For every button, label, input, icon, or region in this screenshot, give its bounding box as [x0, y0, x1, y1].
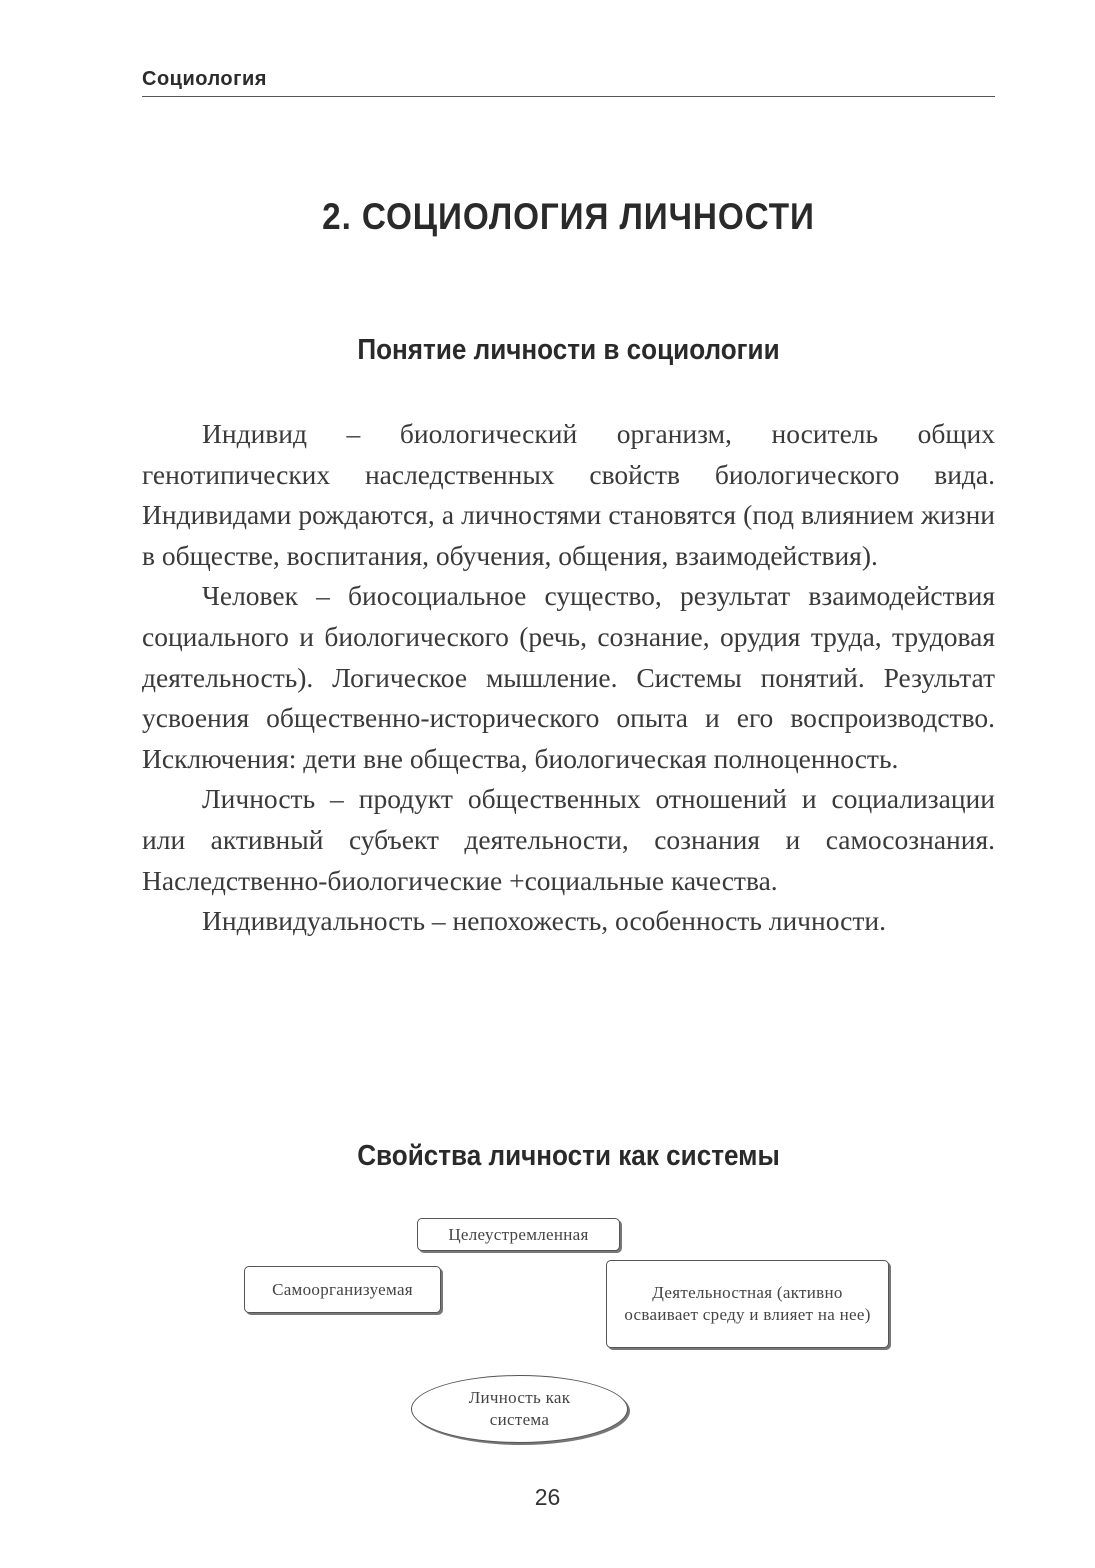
section-title-properties: Свойства личности как системы: [357, 1140, 780, 1172]
diagram-node-center: Личность как система: [411, 1375, 628, 1443]
paragraph-human: Человек – биосоциальное существо, результат взаимодействия социального и биологического (речь, сознание, орудия труда, трудовая деятельность). Логическое мышление. Системы понятий. Результат усвоения общественно-исторического опыта и его воспроизводство. Исключения: дети вне общества, биологическая полноценность.: [142, 580, 995, 774]
diagram-node-active: Деятельностная (активно осваивает среду и влияет на нее): [606, 1260, 889, 1348]
page-number: 26: [534, 1484, 561, 1510]
paragraph-personality: Личность – продукт общественных отношений и социализации или активный субъект деятельности, сознания и самосознания. Наследственно-биологические +социальные качества.: [142, 783, 995, 896]
diagram-node-self-organizing: Самоорганизуемая: [244, 1266, 441, 1313]
paragraph-individuality: Индивидуальность – непохожесть, особенность личности.: [202, 905, 886, 937]
header-rule: [142, 96, 995, 97]
body-text: [142, 414, 995, 942]
section-title-concept: Понятие личности в социологии: [357, 334, 780, 366]
paragraph-individual: Индивид – биологический организм, носитель общих генотипических наследственных свойств биологического вида. Индивидами рождаются, а личностями становятся (под влиянием жизни в обществе, воспитания, обучения, общения, взаимодействия).: [142, 418, 995, 571]
running-header: Социология: [142, 68, 267, 90]
chapter-title: 2. СОЦИОЛОГИЯ ЛИЧНОСТИ: [322, 196, 815, 237]
diagram-node-purposeful: Целеустремленная: [417, 1218, 620, 1251]
